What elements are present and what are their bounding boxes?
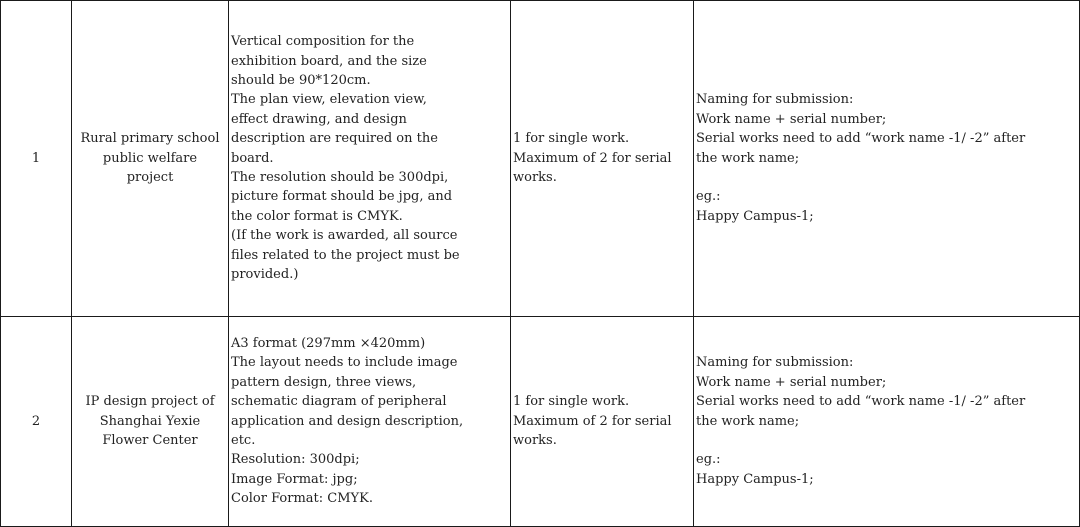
text-line: effect drawing, and design — [231, 111, 407, 127]
text-line: Resolution: 300dpi; — [231, 452, 360, 468]
text-line: Maximum of 2 for serial — [513, 413, 672, 429]
text-line: The plan view, elevation view, — [231, 92, 427, 108]
text-line: A3 format (297mm ×420mm) — [231, 335, 426, 351]
text-line: pattern design, three views, — [231, 374, 417, 390]
text-line: should be 90*120cm. — [231, 72, 371, 88]
project-name-cell — [72, 1, 229, 317]
row-number: 2 — [31, 413, 41, 429]
quantity-cell — [511, 316, 694, 526]
text-line: project — [126, 170, 174, 185]
text-line: etc. — [231, 433, 256, 448]
text-line: Serial works need to add “work name -1/ -2” after — [696, 131, 1026, 147]
quantity-cell — [511, 1, 694, 317]
table-body — [1, 1, 1080, 527]
text-line: Maximum of 2 for serial — [513, 150, 672, 166]
text-line: description are required on the — [231, 131, 438, 147]
naming-cell — [694, 316, 1080, 526]
text-line: the work name; — [696, 413, 800, 429]
text-line: eg.: — [696, 452, 721, 468]
text-line: files related to the project must be — [231, 247, 460, 263]
text-line: works. — [513, 170, 557, 185]
text-line: Work name + serial number; — [696, 374, 887, 390]
blank-line — [696, 168, 1077, 187]
blank-line — [696, 431, 1077, 450]
text-line: (If the work is awarded, all source — [231, 228, 458, 244]
text-line: Shanghai Yexie — [99, 413, 201, 429]
text-line: Naming for submission: — [696, 92, 854, 108]
text-line: 1 for single work. — [513, 131, 630, 147]
text-line: The resolution should be 300dpi, — [231, 170, 449, 185]
text-line: Vertical composition for the — [231, 34, 415, 50]
text-line: The layout needs to include image — [231, 355, 458, 371]
text-line: application and design description, — [231, 413, 464, 429]
text-line: schematic diagram of peripheral — [231, 394, 447, 410]
requirements-cell — [229, 1, 511, 317]
text-line: Image Format: jpg; — [231, 471, 358, 487]
text-line: exhibition board, and the size — [231, 53, 427, 69]
text-line: Happy Campus-1; — [696, 208, 814, 224]
text-line: provided.) — [231, 267, 299, 283]
text-line: IP design project of — [85, 394, 215, 410]
text-line: Work name + serial number; — [696, 111, 887, 127]
row-number-cell — [1, 316, 72, 526]
text-line: Flower Center — [102, 433, 198, 448]
text-line: Happy Campus-1; — [696, 471, 814, 487]
text-line: public welfare — [102, 150, 198, 166]
text-line: board. — [231, 150, 274, 166]
text-line: Rural primary school — [80, 131, 220, 147]
text-line: picture format should be jpg, and — [231, 189, 453, 205]
text-line: the work name; — [696, 150, 800, 166]
text-line: 1 for single work. — [513, 394, 630, 410]
table-row — [1, 316, 1080, 526]
text-line: the color format is CMYK. — [231, 208, 403, 224]
naming-cell — [694, 1, 1080, 317]
table-row — [1, 1, 1080, 317]
text-line: Serial works need to add “work name -1/ -2” after — [696, 394, 1026, 410]
row-number-cell — [1, 1, 72, 317]
text-line: eg.: — [696, 189, 721, 205]
text-line: works. — [513, 433, 557, 448]
requirements-cell — [229, 316, 511, 526]
text-line: Color Format: CMYK. — [231, 491, 373, 507]
row-number: 1 — [31, 150, 41, 166]
text-line: Naming for submission: — [696, 355, 854, 371]
project-name-cell — [72, 316, 229, 526]
